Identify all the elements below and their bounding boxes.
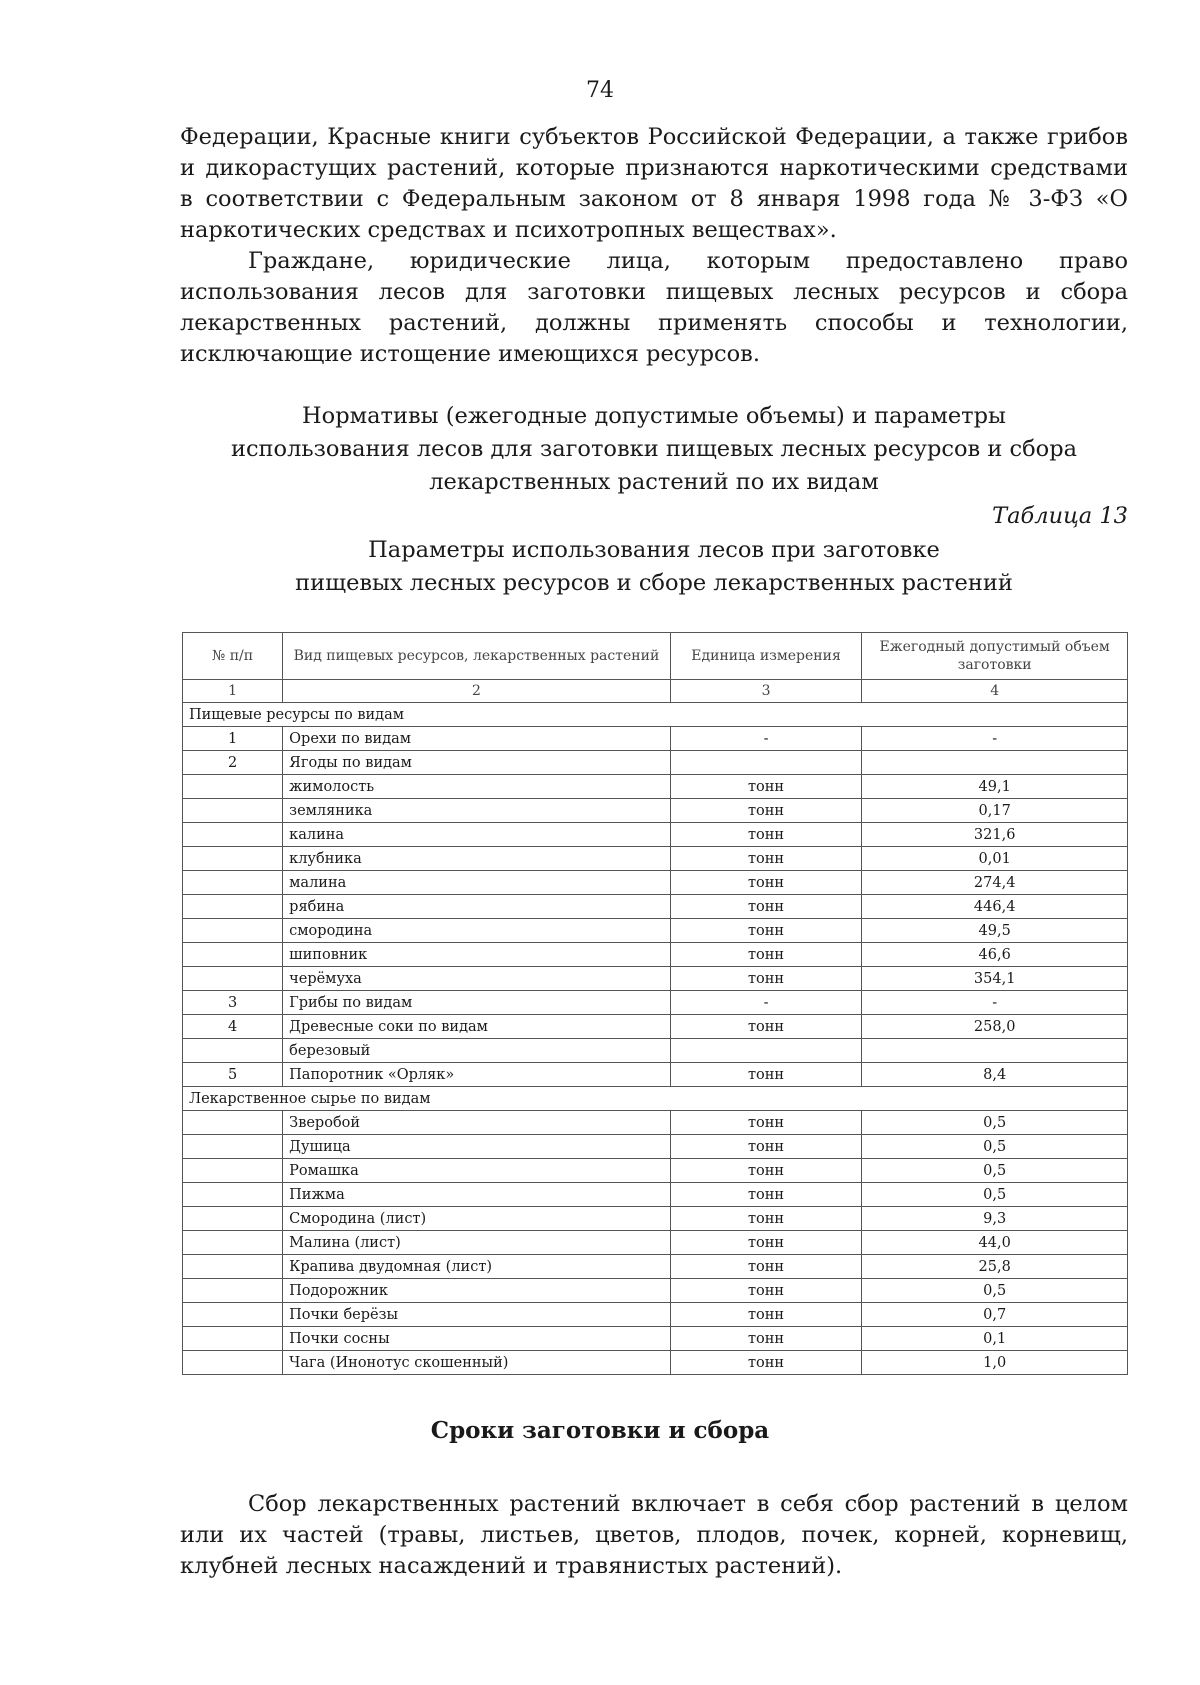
name-cell: рябина [283, 895, 671, 919]
header-unit: Единица измерения [670, 633, 862, 680]
table-header-row [183, 633, 1128, 680]
section-row-food [183, 703, 1128, 727]
table-title-line: Параметры использования лесов при заготовке [368, 537, 940, 563]
unit-cell: тонн [670, 1303, 862, 1327]
num-cell [183, 1279, 283, 1303]
name-cell: Древесные соки по видам [283, 1015, 671, 1039]
name-cell: Ромашка [283, 1159, 671, 1183]
unit-cell: тонн [670, 871, 862, 895]
table-row [183, 1279, 1128, 1303]
name-cell: малина [283, 871, 671, 895]
terms-heading: Сроки заготовки и сбора [430, 1417, 770, 1444]
volume-cell: 0,17 [862, 799, 1128, 823]
resources-table [182, 632, 1128, 1375]
table-row [183, 895, 1128, 919]
name-cell: клубника [283, 847, 671, 871]
norms-heading-line: Нормативы (ежегодные допустимые объемы) и параметры [302, 403, 1006, 429]
num-cell [183, 823, 283, 847]
table-label: Таблица 13 [992, 503, 1128, 529]
unit-cell: тонн [670, 1255, 862, 1279]
table-row [183, 799, 1128, 823]
volume-cell: 8,4 [862, 1063, 1128, 1087]
index-cell: 3 [670, 680, 862, 703]
unit-cell: - [670, 727, 862, 751]
unit-cell: - [670, 991, 862, 1015]
table-row [183, 751, 1128, 775]
name-cell: Крапива двудомная (лист) [283, 1255, 671, 1279]
num-cell [183, 1207, 283, 1231]
table-row [183, 919, 1128, 943]
volume-cell: 0,5 [862, 1279, 1128, 1303]
name-cell: Ягоды по видам [283, 751, 671, 775]
volume-cell: 274,4 [862, 871, 1128, 895]
num-cell [183, 1327, 283, 1351]
volume-cell: 46,6 [862, 943, 1128, 967]
header-number: № п/п [183, 633, 283, 680]
table-row [183, 1207, 1128, 1231]
unit-cell: тонн [670, 1015, 862, 1039]
num-cell [183, 1159, 283, 1183]
volume-cell: 258,0 [862, 1015, 1128, 1039]
unit-cell: тонн [670, 823, 862, 847]
num-cell [183, 871, 283, 895]
table-row [183, 1303, 1128, 1327]
name-cell: смородина [283, 919, 671, 943]
volume-cell: 0,1 [862, 1327, 1128, 1351]
paragraph-citizens: Граждане, юридические лица, которым предоставлено право использования лесов для заготовки пищевых лесных ресурсов и сбора лекарственных растений, должны применять способы и технологии, исключающие истощение имеющихся ресурсов. [180, 248, 1128, 367]
table-row [183, 871, 1128, 895]
num-cell [183, 1135, 283, 1159]
table-row [183, 1231, 1128, 1255]
unit-cell: тонн [670, 847, 862, 871]
num-cell [183, 967, 283, 991]
num-cell: 5 [183, 1063, 283, 1087]
volume-cell: 49,5 [862, 919, 1128, 943]
name-cell: Подорожник [283, 1279, 671, 1303]
section-label-food: Пищевые ресурсы по видам [183, 703, 1128, 727]
table-row [183, 727, 1128, 751]
table-row [183, 1015, 1128, 1039]
name-cell: земляника [283, 799, 671, 823]
name-cell: шиповник [283, 943, 671, 967]
table-row [183, 1183, 1128, 1207]
name-cell: Почки берёзы [283, 1303, 671, 1327]
volume-cell: 0,5 [862, 1111, 1128, 1135]
volume-cell: 321,6 [862, 823, 1128, 847]
header-annual-volume: Ежегодный допустимый объем заготовки [862, 633, 1128, 680]
table-row [183, 1063, 1128, 1087]
num-cell: 3 [183, 991, 283, 1015]
table-row [183, 1327, 1128, 1351]
unit-cell: тонн [670, 1111, 862, 1135]
name-cell: Зверобой [283, 1111, 671, 1135]
unit-cell: тонн [670, 967, 862, 991]
table-row [183, 847, 1128, 871]
volume-cell: 0,7 [862, 1303, 1128, 1327]
num-cell: 4 [183, 1015, 283, 1039]
table-row [183, 823, 1128, 847]
unit-cell: тонн [670, 895, 862, 919]
volume-cell: 1,0 [862, 1351, 1128, 1375]
norms-heading-line: использования лесов для заготовки пищевых лесных ресурсов и сбора [230, 436, 1078, 462]
num-cell [183, 847, 283, 871]
unit-cell: тонн [670, 775, 862, 799]
index-cell: 1 [183, 680, 283, 703]
volume-cell: 25,8 [862, 1255, 1128, 1279]
unit-cell: тонн [670, 1327, 862, 1351]
name-cell: березовый [283, 1039, 671, 1063]
volume-cell: 49,1 [862, 775, 1128, 799]
num-cell [183, 1303, 283, 1327]
unit-cell: тонн [670, 943, 862, 967]
volume-cell: 354,1 [862, 967, 1128, 991]
num-cell [183, 1231, 283, 1255]
num-cell [183, 1183, 283, 1207]
index-cell: 2 [283, 680, 671, 703]
num-cell: 1 [183, 727, 283, 751]
unit-cell: тонн [670, 1207, 862, 1231]
table-row [183, 775, 1128, 799]
table-row [183, 1159, 1128, 1183]
volume-cell: 0,01 [862, 847, 1128, 871]
name-cell: Душица [283, 1135, 671, 1159]
volume-cell: - [862, 727, 1128, 751]
table-title [180, 534, 1128, 600]
unit-cell: тонн [670, 1135, 862, 1159]
volume-cell: 0,5 [862, 1183, 1128, 1207]
name-cell: Пижма [283, 1183, 671, 1207]
table-title-line: пищевых лесных ресурсов и сборе лекарственных растений [295, 570, 1013, 596]
num-cell [183, 775, 283, 799]
num-cell [183, 1111, 283, 1135]
volume-cell [862, 751, 1128, 775]
name-cell: Грибы по видам [283, 991, 671, 1015]
num-cell: 2 [183, 751, 283, 775]
num-cell [183, 1039, 283, 1063]
name-cell: Чага (Инонотус скошенный) [283, 1351, 671, 1375]
header-resource-type: Вид пищевых ресурсов, лекарственных растений [283, 633, 671, 680]
unit-cell [670, 751, 862, 775]
table-row [183, 943, 1128, 967]
table-row [183, 1039, 1128, 1063]
table-index-row [183, 680, 1128, 703]
num-cell [183, 1351, 283, 1375]
page-number: 74 [586, 78, 614, 103]
volume-cell: 9,3 [862, 1207, 1128, 1231]
volume-cell: 44,0 [862, 1231, 1128, 1255]
name-cell: Папоротник «Орляк» [283, 1063, 671, 1087]
name-cell: жимолость [283, 775, 671, 799]
unit-cell [670, 1039, 862, 1063]
num-cell [183, 919, 283, 943]
volume-cell: 0,5 [862, 1159, 1128, 1183]
unit-cell: тонн [670, 1183, 862, 1207]
unit-cell: тонн [670, 1231, 862, 1255]
volume-cell: - [862, 991, 1128, 1015]
name-cell: Смородина (лист) [283, 1207, 671, 1231]
unit-cell: тонн [670, 799, 862, 823]
volume-cell: 0,5 [862, 1135, 1128, 1159]
unit-cell: тонн [670, 1351, 862, 1375]
section-row-medicinal [183, 1087, 1128, 1111]
num-cell [183, 943, 283, 967]
index-cell: 4 [862, 680, 1128, 703]
paragraph-federal-law: Федерации, Красные книги субъектов Российской Федерации, а также грибов и дикорастущих растений, которые признаются наркотическими средствами в соответствии с Федеральным законом от 8 января 1998 года № 3-ФЗ «О наркотических средствах и психотропных веществах». [180, 124, 1128, 243]
section-label-medicinal: Лекарственное сырье по видам [183, 1087, 1128, 1111]
name-cell: Малина (лист) [283, 1231, 671, 1255]
norms-heading-line: лекарственных растений по их видам [429, 469, 879, 495]
paragraph-terms: Сбор лекарственных растений включает в себя сбор растений в целом или их частей (травы, листьев, цветов, плодов, почек, корней, корневищ, клубней лесных насаждений и травянистых растений). [180, 1491, 1128, 1579]
volume-cell [862, 1039, 1128, 1063]
norms-heading [180, 400, 1128, 499]
num-cell [183, 1255, 283, 1279]
num-cell [183, 799, 283, 823]
num-cell [183, 895, 283, 919]
unit-cell: тонн [670, 919, 862, 943]
unit-cell: тонн [670, 1279, 862, 1303]
name-cell: черёмуха [283, 967, 671, 991]
table-row [183, 1351, 1128, 1375]
name-cell: Почки сосны [283, 1327, 671, 1351]
table-row [183, 1111, 1128, 1135]
table-row [183, 967, 1128, 991]
unit-cell: тонн [670, 1159, 862, 1183]
unit-cell: тонн [670, 1063, 862, 1087]
name-cell: Орехи по видам [283, 727, 671, 751]
table-row [183, 1255, 1128, 1279]
table-row [183, 991, 1128, 1015]
name-cell: калина [283, 823, 671, 847]
volume-cell: 446,4 [862, 895, 1128, 919]
table-row [183, 1135, 1128, 1159]
